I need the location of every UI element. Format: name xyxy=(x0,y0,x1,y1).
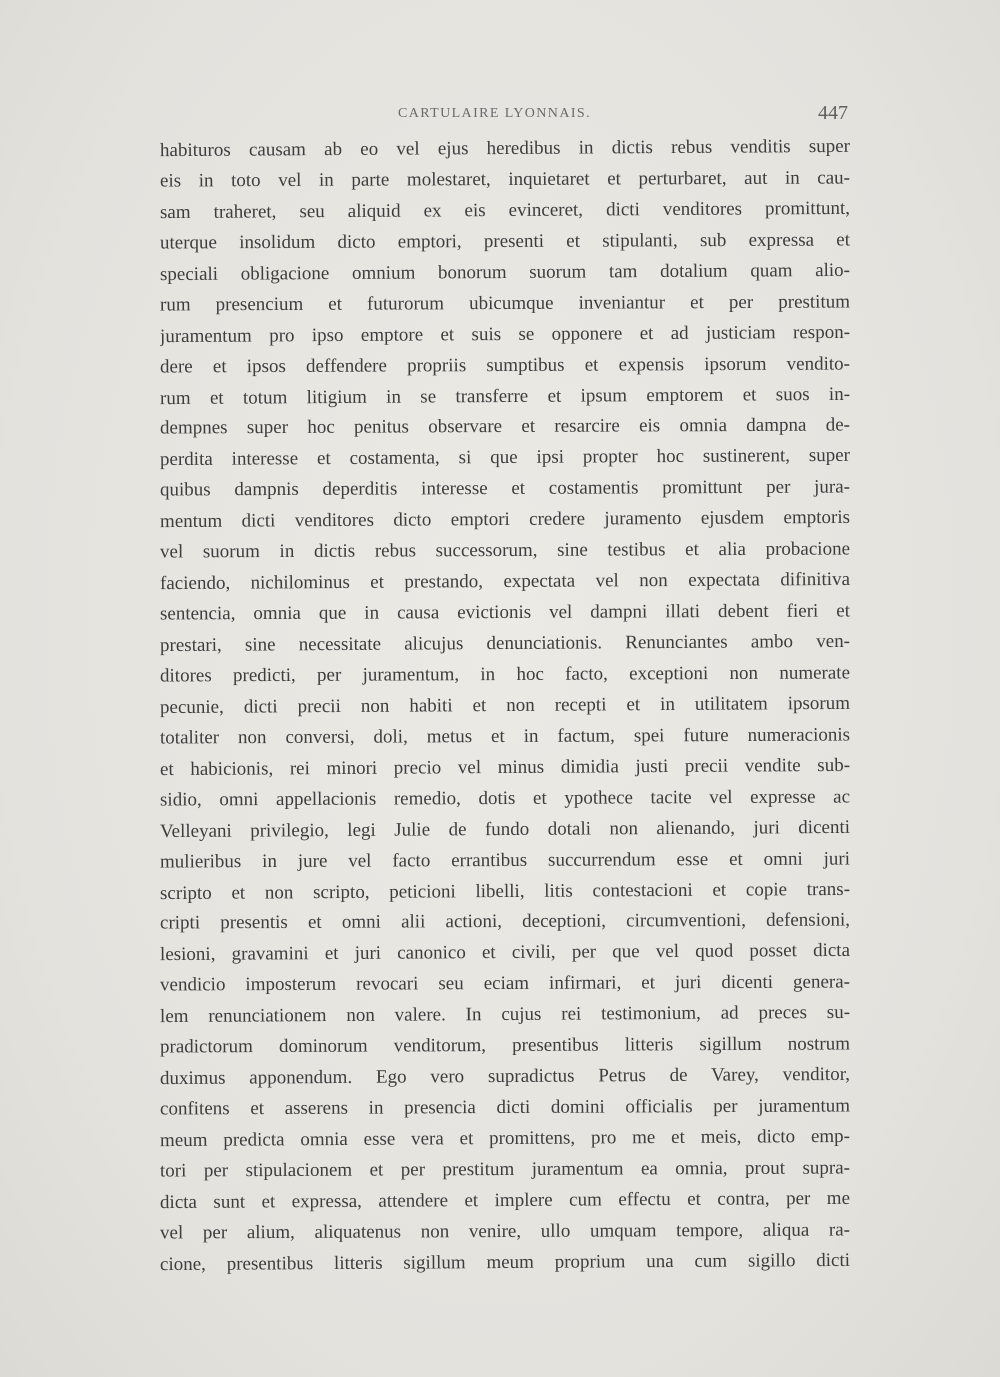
text-line: vendicio imposterum revocari seu eciam infirmari, et juri dicenti genera- xyxy=(159,971,851,996)
text-line: juramentum pro ipso emptore et suis se opponere et ad justiciam respon- xyxy=(159,321,851,347)
text-line: mulieribus in jure vel facto errantibus succurrendum esse et omni juri xyxy=(159,848,851,873)
text-line: dempnes super hoc penitus observare et resarcire eis omnia dampna de- xyxy=(159,414,851,439)
text-line: scripto et non scripto, peticioni libelli, litis contestacioni et copie trans- xyxy=(159,878,851,904)
text-line: sidio, omni appellacionis remedio, dotis et ypothece tacite vel expresse ac xyxy=(159,786,851,811)
body-text xyxy=(160,134,850,1279)
text-line: dicta sunt et expressa, attendere et implere cum effectu et contra, per me xyxy=(159,1187,851,1213)
text-line: duximus apponendum. Ego vero supradictus Petrus de Varey, venditor, xyxy=(159,1064,851,1090)
text-line: meum predicta omnia esse vera et promittens, pro me et meis, dicto emp- xyxy=(159,1125,851,1152)
text-line: quibus dampnis deperditis interesse et costamentis promittunt per jura- xyxy=(159,476,851,501)
running-head-title: CARTULAIRE LYONNAIS. xyxy=(398,106,591,121)
text-line: sam traheret, seu aliquid ex eis evinceret, dicti venditores promittunt, xyxy=(159,197,851,223)
text-line: perdita interesse et costamenta, si que ipsi propter hoc sustinerent, super xyxy=(159,445,851,471)
text-line: et habicionis, rei minori precio vel minus dimidia justi precii vendite sub- xyxy=(159,754,851,780)
text-line: pradictorum dominorum venditorum, presentibus litteris sigillum nostrum xyxy=(159,1033,851,1058)
text-line: cione, presentibus litteris sigillum meum proprium una cum sigillo dicti xyxy=(159,1249,851,1275)
text-line: vel per alium, aliquatenus non venire, ullo umquam tempore, aliqua ra- xyxy=(159,1219,851,1244)
text-line: habituros causam ab eo vel ejus heredibus in dictis rebus venditis super xyxy=(159,135,851,162)
text-line: uterque insolidum dicto emptori, presenti et stipulanti, sub expressa et xyxy=(159,229,851,254)
text-line: faciendo, nichilominus et prestando, expectata vel non expectata difinitiva xyxy=(159,569,851,595)
text-line: lesioni, gravamini et juri canonico et civili, per que vel quod posset dicta xyxy=(159,940,851,966)
text-line: mentum dicti venditores dicto emptori credere juramento ejusdem emptoris xyxy=(159,507,851,533)
text-line: confitens et asserens in presencia dicti domini officialis per juramentum xyxy=(159,1095,851,1120)
text-line: vel suorum in dictis rebus successorum, sine testibus et alia probacione xyxy=(159,538,851,563)
text-line: speciali obligacione omnium bonorum suorum tam dotalium quam alio- xyxy=(159,259,851,285)
text-line: pecunie, dicti precii non habiti et non recepti et in utilitatem ipsorum xyxy=(159,692,851,718)
text-line: lem renunciationem non valere. In cujus rei testimonium, ad preces su- xyxy=(159,1002,851,1028)
text-line: eis in toto vel in parte molestaret, inquietaret et perturbaret, aut in cau- xyxy=(159,167,851,192)
page-number: 447 xyxy=(818,102,848,124)
text-line: sentencia, omnia que in causa evictionis vel dampni illati debent fieri et xyxy=(159,600,851,625)
text-line: totaliter non conversi, doli, metus et in factum, spei future numeracionis xyxy=(159,724,851,749)
text-line: tori per stipulacionem et per prestitum juramentum ea omnia, prout supra- xyxy=(159,1157,851,1182)
text-line: dere et ipsos deffendere propriis sumptibus et expensis ipsorum vendito- xyxy=(159,353,851,378)
text-line: cripti presentis et omni alii actioni, deceptioni, circumventioni, defensioni, xyxy=(159,909,851,934)
text-line: Velleyani privilegio, legi Julie de fundo dotali non alienando, juri dicenti xyxy=(159,816,851,842)
text-line: ditores predicti, per juramentum, in hoc facto, exceptioni non numerate xyxy=(159,662,851,687)
text-line: prestari, sine necessitate alicujus denunciationis. Renunciantes ambo ven- xyxy=(159,630,851,657)
text-line: rum presencium et futurorum ubicumque inveniantur et per prestitum xyxy=(159,291,851,316)
text-line: rum et totum litigium in se transferre et ipsum emptorem et suos in- xyxy=(159,383,851,409)
running-head xyxy=(160,102,850,130)
